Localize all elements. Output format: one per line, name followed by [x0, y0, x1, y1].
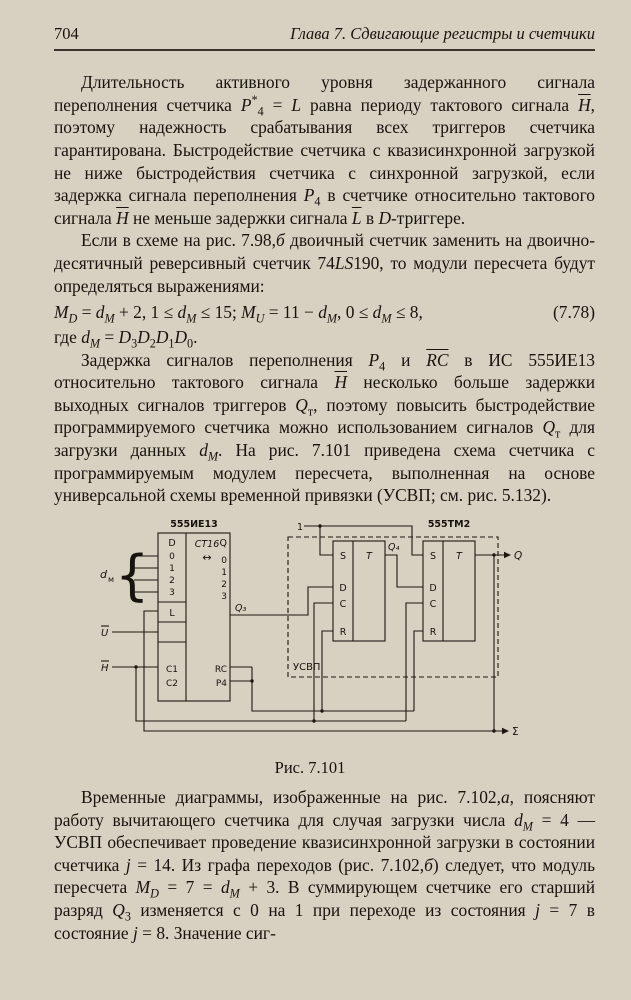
paragraph-3: Задержка сигналов переполнения $P_4$ и $\overline{RC}$ в ИС 555ИЕ13 относительно тактового сигнала $\overline{H}$ несколько больше задержки выходных сигналов триггеров $Q_т$, поэтому повысить быстродействие программируемого счетчика можно использованием сигналов $Q_т$ для загрузки данных $d_M$. На рис. 7.101 приведена схема счетчика с программируемым модулем пересчета, выполненная на основе универсальной схемы временной привязки (УСВП; см. рис. 5.132). [54, 349, 596, 506]
dm-brace: { [115, 543, 150, 607]
figure-7-101 [100, 515, 523, 778]
equation-7-78 [54, 301, 595, 324]
out-3-label: 3 [221, 591, 227, 602]
circuit-diagram [100, 515, 523, 743]
page-number: 704 [54, 24, 79, 43]
out-q-label: Q [219, 537, 227, 549]
page-content [0, 51, 631, 944]
ff1-c-label: C [339, 598, 347, 610]
paragraph-4: Временные диаграммы, изображенные на рис. 7.102,а, поясняют работу вычитающего счетчика для случая загрузки числа $d_M = 4$ — УСВП обеспечивает проведение квазисинхронной загрузки в состоянии счетчика j = 14. Из графа переходов (рис. 7.102,б) следует, что модуль пересчета $M_D = 7 = d_M + 3$. В суммирующем счетчике его старший разряд $Q_3$ изменяется с 0 на 1 при переходе из состояния j = 7 в состояние j = 8. Значение сиг- [54, 786, 596, 943]
ff1-r-label: R [339, 626, 347, 638]
equation-where: где $d_M = D_3D_2D_1D_0$. [54, 326, 198, 351]
pin-1-label: 1 [169, 563, 175, 574]
const-one-label: 1 [297, 521, 304, 533]
pin-l-label: L [169, 607, 175, 619]
ff1-t-label: T [366, 550, 372, 562]
ff1-s-label: S [339, 550, 347, 562]
q4-signal-label: Q₄ [388, 541, 400, 553]
ff2-r-label: R [429, 626, 437, 638]
counter-ic-label: 555ИЕ13 [170, 518, 218, 530]
sigma-label: Σ [512, 725, 519, 738]
counter-type-label: CT16 [194, 538, 220, 550]
h-signal-label: H [101, 662, 109, 674]
paragraph-2: Если в схеме на рис. 7.98,б двоичный счетчик заменить на двоично-десятичный реверсивный счетчик 74LS190, то модули пересчета будут определяться выражениями: [54, 230, 595, 296]
pin-3-label: 3 [169, 587, 175, 598]
usvp-label: УСВП [293, 661, 321, 673]
ff1-d-label: D [339, 582, 347, 594]
circuit-wires [101, 526, 504, 731]
u-signal-label: U [101, 627, 109, 639]
out-p4-label: P4 [215, 678, 227, 689]
out-1-label: 1 [221, 567, 227, 578]
ff2-c-label: C [429, 598, 437, 610]
out-rc-label: RC [214, 664, 227, 675]
pin-0-label: 0 [169, 551, 175, 562]
pin-c1-label: C1 [165, 664, 179, 675]
equation-number: (7.78) [552, 302, 595, 323]
pin-c2-label: C2 [165, 678, 179, 689]
ff-ic-label: 555ТМ2 [427, 518, 471, 530]
chapter-header: Глава 7. Сдвигающие регистры и счетчики [290, 24, 595, 43]
dm-label: d [100, 567, 107, 581]
ff2-s-label: S [429, 550, 437, 562]
updown-arrow-icon: ↔ [202, 550, 212, 564]
equation-body: $M_D = d_M + 2$, $1 \le d_M \le 15$; $M_U = 11 - d_M$, $0 \le d_M \le 8$, [54, 302, 423, 326]
out-2-label: 2 [221, 579, 227, 590]
out-0-label: 0 [221, 555, 227, 566]
q-output-label: Q [514, 549, 523, 562]
junctions-and-arrows [134, 521, 511, 734]
ff2-t-label: T [456, 550, 462, 562]
ff2-d-label: D [429, 582, 437, 594]
pin-d-label: D [168, 537, 176, 549]
page-header [0, 0, 631, 44]
figure-caption: Рис. 7.101 [274, 757, 346, 777]
q3-signal-label: Q₃ [235, 602, 247, 614]
pin-2-label: 2 [169, 575, 175, 586]
dm-sub-label: м [108, 574, 115, 584]
paragraph-1: Длительность активного уровня задержанного сигнала переполнения счетчика $P^*_4 = L$ равна периоду тактового сигнала $\overline{H}$, поэтому надежность срабатывания всех триггеров счетчика гарантирована. Быстродействие счетчика с квазисинхронной загрузкой не ниже быстродействия счетчика с синхронной загрузкой, если задержка сигнала переполнения $P_4$ в счетчике относительно тактового сигнала $\overline{H}$ не меньше задержки сигнала $\overline{L}$ в D-триггере. [54, 72, 595, 228]
